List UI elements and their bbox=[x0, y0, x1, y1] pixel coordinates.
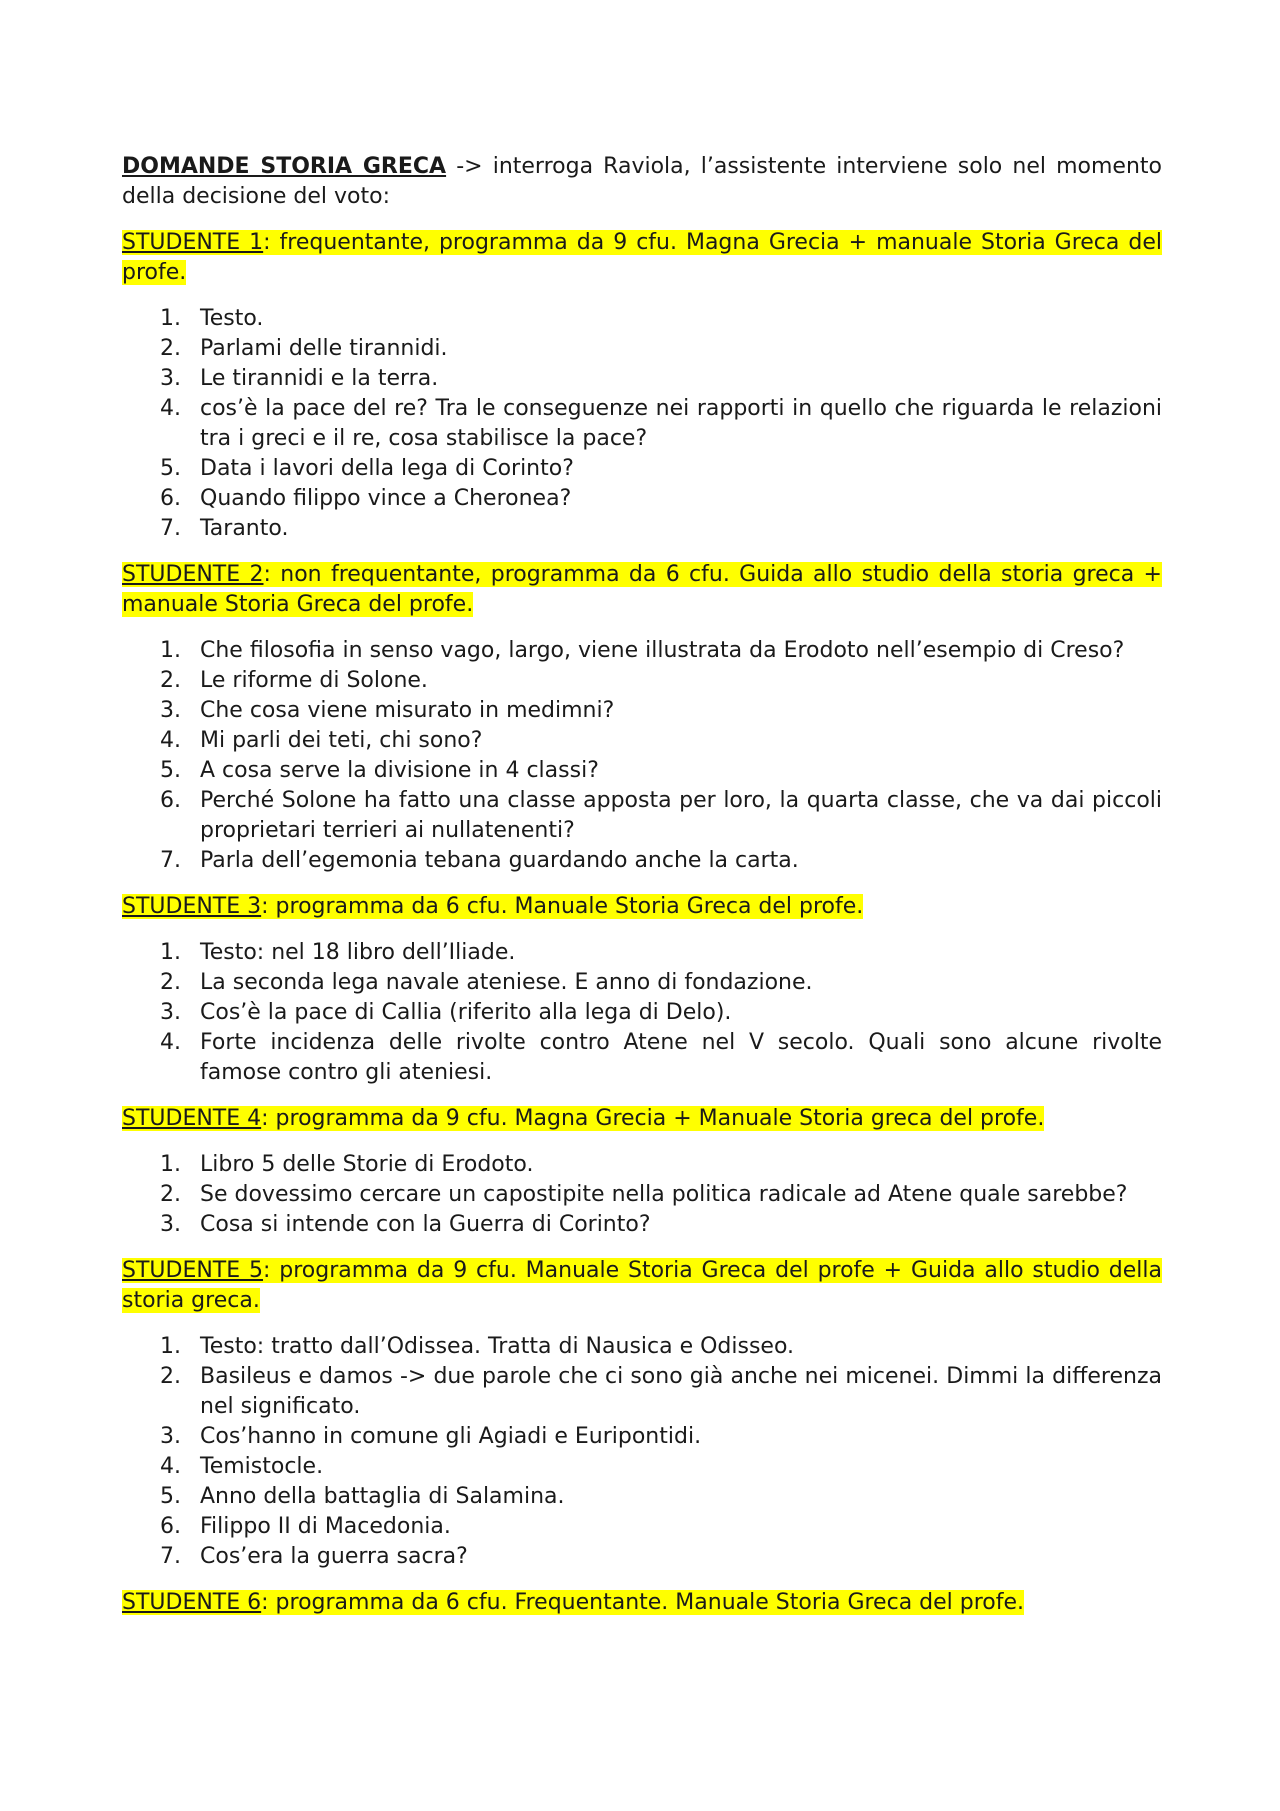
student-label: STUDENTE 6 bbox=[122, 1590, 262, 1615]
list-item: 2. Basileus e damos -> due parole che ci sono già anche nei micenei. Dimmi la differenza nel significato. bbox=[160, 1364, 1162, 1419]
list-item: 5. A cosa serve la divisione in 4 classi? bbox=[160, 758, 599, 783]
list-item: 1. Libro 5 delle Storie di Erodoto. bbox=[160, 1152, 534, 1177]
list-item: 6. Quando filippo vince a Cheronea? bbox=[160, 486, 572, 511]
student-4-questions bbox=[122, 1150, 1162, 1240]
student-label: STUDENTE 4 bbox=[122, 1106, 262, 1131]
list-item: 6. Filippo II di Macedonia. bbox=[160, 1514, 451, 1539]
list-item: 4. Temistocle. bbox=[160, 1454, 324, 1479]
list-item: 7. Parla dell’egemonia tebana guardando anche la carta. bbox=[160, 848, 799, 873]
intro-paragraph bbox=[122, 152, 1162, 212]
list-item: 7. Cos’era la guerra sacra? bbox=[160, 1544, 468, 1569]
list-item: 4. Mi parli dei teti, chi sono? bbox=[160, 728, 483, 753]
list-item: 4. Forte incidenza delle rivolte contro Atene nel V secolo. Quali sono alcune rivolte famose contro gli ateniesi. bbox=[160, 1030, 1162, 1085]
list-item: 3. Cos’hanno in comune gli Agiadi e Euripontidi. bbox=[160, 1424, 702, 1449]
student-description: : programma da 6 cfu. Frequentante. Manuale Storia Greca del profe. bbox=[261, 1590, 1025, 1615]
student-1-heading bbox=[122, 228, 1162, 288]
list-item: 1. Testo. bbox=[160, 306, 264, 331]
student-description: : programma da 9 cfu. Magna Grecia + Manuale Storia greca del profe. bbox=[261, 1106, 1045, 1131]
student-description: : programma da 6 cfu. Manuale Storia Greca del profe. bbox=[261, 894, 864, 919]
student-label: STUDENTE 2 bbox=[122, 562, 264, 587]
list-item: 3. Cosa si intende con la Guerra di Corinto? bbox=[160, 1212, 651, 1237]
list-item: 3. Che cosa viene misurato in medimni? bbox=[160, 698, 615, 723]
student-6-heading bbox=[122, 1588, 1162, 1618]
student-3-questions bbox=[122, 938, 1162, 1088]
list-item: 6. Perché Solone ha fatto una classe apposta per loro, la quarta classe, che va dai piccoli proprietari terrieri ai nullatenenti? bbox=[160, 788, 1162, 843]
student-4-heading bbox=[122, 1104, 1162, 1134]
list-item: 1. Testo: nel 18 libro dell’Iliade. bbox=[160, 940, 516, 965]
list-item: 4. cos’è la pace del re? Tra le conseguenze nei rapporti in quello che riguarda le relazioni tra i greci e il re, cosa stabilisce la pace? bbox=[160, 396, 1162, 451]
student-2-questions bbox=[122, 636, 1162, 876]
list-item: 2. La seconda lega navale ateniese. E anno di fondazione. bbox=[160, 970, 813, 995]
student-description: : programma da 9 cfu. Manuale Storia Greca del profe + Guida allo studio della storia greca. bbox=[122, 1258, 1162, 1313]
list-item: 5. Data i lavori della lega di Corinto? bbox=[160, 456, 574, 481]
list-item: 2. Parlami delle tirannidi. bbox=[160, 336, 448, 361]
student-1-questions bbox=[122, 304, 1162, 544]
student-description: : frequentante, programma da 9 cfu. Magna Grecia + manuale Storia Greca del profe. bbox=[122, 230, 1162, 285]
list-item: 1. Testo: tratto dall’Odissea. Tratta di Nausica e Odisseo. bbox=[160, 1334, 795, 1359]
list-item: 2. Le riforme di Solone. bbox=[160, 668, 428, 693]
document-title: DOMANDE STORIA GRECA bbox=[122, 154, 447, 179]
student-5-heading bbox=[122, 1256, 1162, 1316]
list-item: 3. Cos’è la pace di Callia (riferito alla lega di Delo). bbox=[160, 1000, 732, 1025]
list-item: 1. Che filosofia in senso vago, largo, viene illustrata da Erodoto nell’esempio di Creso? bbox=[160, 638, 1125, 663]
list-item: 5. Anno della battaglia di Salamina. bbox=[160, 1484, 565, 1509]
student-2-heading bbox=[122, 560, 1162, 620]
intro-text: -> interroga Raviola, l’assistente interviene solo nel momento della decisione del voto: bbox=[122, 154, 1162, 209]
student-3-heading bbox=[122, 892, 1162, 922]
student-label: STUDENTE 5 bbox=[122, 1258, 263, 1283]
list-item: 3. Le tirannidi e la terra. bbox=[160, 366, 439, 391]
list-item: 2. Se dovessimo cercare un capostipite nella politica radicale ad Atene quale sarebbe? bbox=[160, 1182, 1128, 1207]
student-label: STUDENTE 3 bbox=[122, 894, 262, 919]
student-5-questions bbox=[122, 1332, 1162, 1572]
student-label: STUDENTE 1 bbox=[122, 230, 264, 255]
list-item: 7. Taranto. bbox=[160, 516, 289, 541]
document-page bbox=[122, 152, 1162, 1634]
student-description: : non frequentante, programma da 6 cfu. Guida allo studio della storia greca + manuale Storia Greca del profe. bbox=[122, 562, 1162, 617]
